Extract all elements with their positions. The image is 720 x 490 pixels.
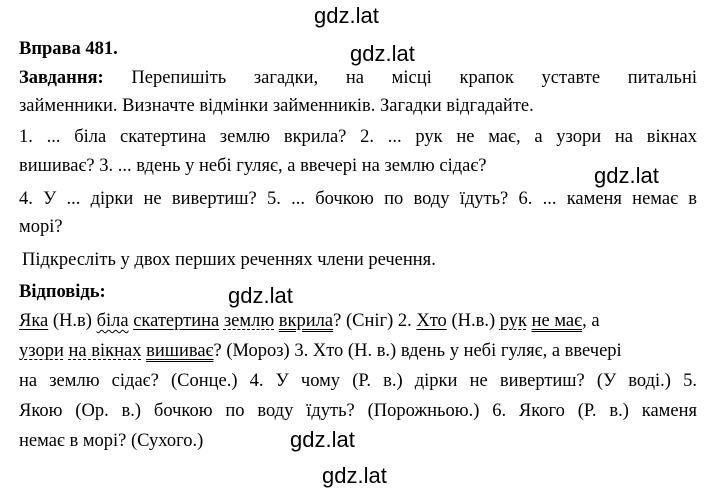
answer-text: (Н.в.) [446, 311, 500, 331]
watermark: gdz.lat [290, 427, 355, 452]
answer-text: ? (Сніг) 2. [333, 311, 417, 331]
predicate-word: не має [531, 311, 583, 331]
watermark: gdz.lat [322, 463, 387, 488]
exercise-page [19, 0, 699, 490]
task-line: займенники. Визначте відмінки займенників. Загадки відгадайте. [19, 96, 534, 116]
subject-word: Яка [19, 311, 49, 331]
task-text: Перепишіть загадки, на місці крапок уставте питальні [131, 68, 698, 88]
answer-label: Відповідь: [19, 282, 106, 302]
task-label: Завдання: [19, 68, 104, 88]
object-word: рук [499, 311, 527, 331]
extra-task: Підкресліть у двох перших реченнях члени речення. [22, 250, 436, 270]
watermark: gdz.lat [314, 3, 379, 28]
watermark: gdz.lat [350, 41, 415, 66]
object-word: узори [19, 341, 64, 361]
answer-line: на землю сідає? (Сонце.) 4. У чому (Р. в.) дірки не вивертиш? (У воді.) 5. [19, 371, 697, 391]
answer-line: немає в морі? (Сухого.) [19, 431, 204, 451]
riddles-line: морі? [19, 217, 63, 237]
task-line [19, 67, 697, 89]
predicate-word: вишиває [146, 341, 214, 361]
watermark: gdz.lat [228, 283, 293, 308]
subject-word: Хто [416, 311, 447, 331]
answer-text: , а [582, 311, 600, 331]
answer-line [19, 340, 622, 362]
riddles-line: вишиває? 3. ... вдень у небі гуляє, а ввечері на землю сідає? [19, 156, 487, 176]
subject-word: скатертина [133, 311, 220, 331]
answer-line: Якою (Ор. в.) бочкою по воду їдуть? (Порожньою.) 6. Якого (Р. в.) каменя [19, 401, 697, 421]
answer-text: ? (Мороз) 3. Хто (Н. в.) вдень у небі гуляє, а ввечері [213, 341, 622, 361]
attribute-word: біла [96, 311, 129, 331]
answer-line [19, 310, 697, 332]
adverbial-phrase: на вікнах [68, 341, 142, 361]
riddles-line: 1. ... біла скатертина землю вкрила? 2. ... рук не має, а узори на вікнах [19, 127, 697, 147]
answer-text: (Н.в) [48, 311, 97, 331]
exercise-title: Вправа 481. [19, 39, 118, 59]
object-word: землю [223, 311, 275, 331]
riddles-line: 4. У ... дірки не вивертиш? 5. ... бочкою по воду їдуть? 6. ... каменя немає в [19, 189, 697, 209]
predicate-word: вкрила [278, 311, 334, 331]
watermark: gdz.lat [594, 163, 659, 188]
